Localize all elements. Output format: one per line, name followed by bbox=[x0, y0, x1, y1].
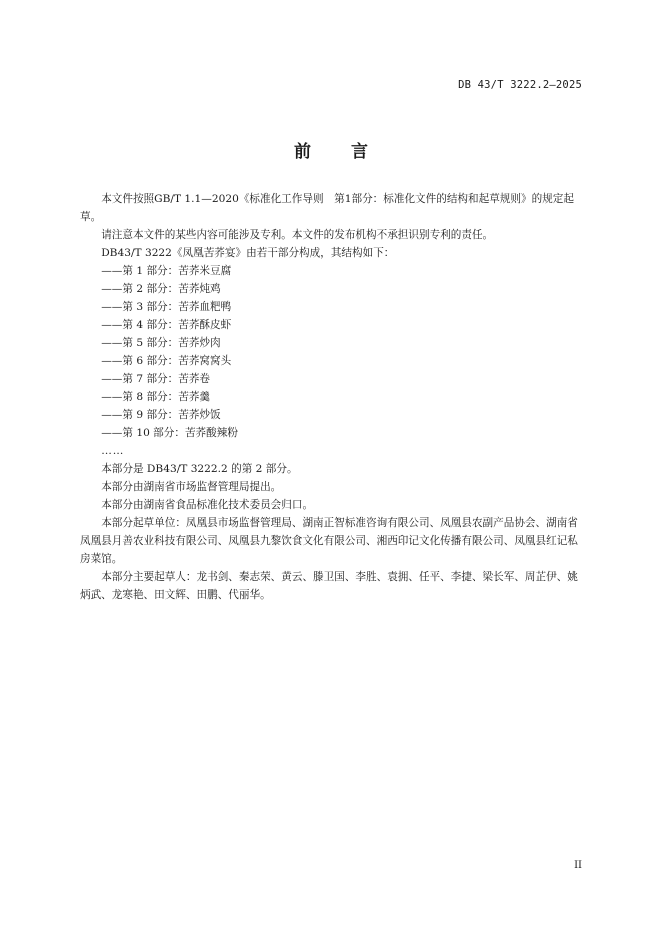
page-title bbox=[0, 137, 662, 162]
list-item: ——第 1 部分：苦荞米豆腐 bbox=[101, 265, 232, 277]
title-char-2: 言 bbox=[351, 142, 368, 162]
paragraph-drafters: 本部分主要起草人：龙书剑、秦志荣、黄云、滕卫国、李胜、袁拥、任平、李捷、梁长军、周芷伊、姚炳武、龙寒艳、田文辉、田鹏、代丽华。 bbox=[80, 571, 578, 601]
list-item: ——第 4 部分：苦荞酥皮虾 bbox=[101, 319, 232, 331]
list-item: ——第 6 部分：苦荞窝窝头 bbox=[101, 355, 232, 367]
paragraph-drafting-units: 本部分起草单位：凤凰县市场监督管理局、湖南正智标准咨询有限公司、凤凰县农副产品协会、湖南省凤凰县月善农业科技有限公司、凤凰县九黎饮食文化有限公司、湘西印记文化传播有限公司、凤凰县红记私房菜馆。 bbox=[80, 517, 578, 565]
list-ellipsis: …… bbox=[101, 445, 125, 457]
title-char-1: 前 bbox=[294, 142, 311, 162]
paragraph-structure-intro: DB43/T 3222《凤凰苦荞宴》由若干部分构成，其结构如下： bbox=[101, 247, 395, 259]
paragraph-centralized-by: 本部分由湖南省食品标准化技术委员会归口。 bbox=[101, 499, 314, 511]
list-item: ——第 2 部分：苦荞炖鸡 bbox=[101, 283, 221, 295]
paragraph-proposed-by: 本部分由湖南省市场监督管理局提出。 bbox=[101, 481, 282, 493]
foreword-body bbox=[80, 190, 582, 604]
paragraph-part-number: 本部分是 DB43/T 3222.2 的第 2 部分。 bbox=[101, 463, 298, 475]
list-item: ——第 7 部分：苦荞卷 bbox=[101, 373, 211, 385]
paragraph-patent-notice: 请注意本文件的某些内容可能涉及专利。本文件的发布机构不承担识别专利的责任。 bbox=[101, 229, 494, 241]
list-item: ——第 10 部分：苦荞酸辣粉 bbox=[101, 427, 238, 439]
page-number: II bbox=[574, 860, 582, 871]
list-item: ——第 5 部分：苦荞炒肉 bbox=[101, 337, 221, 349]
standard-code: DB 43/T 3222.2—2025 bbox=[458, 79, 582, 91]
parts-list bbox=[80, 262, 582, 460]
list-item: ——第 9 部分：苦荞炒饭 bbox=[101, 409, 221, 421]
paragraph-drafting-rules: 本文件按照GB/T 1.1—2020《标准化工作导则 第1部分：标准化文件的结构和起草规则》的规定起草。 bbox=[80, 193, 574, 223]
list-item: ——第 3 部分：苦荞血粑鸭 bbox=[101, 301, 232, 313]
list-item: ——第 8 部分：苦荞羹 bbox=[101, 391, 211, 403]
